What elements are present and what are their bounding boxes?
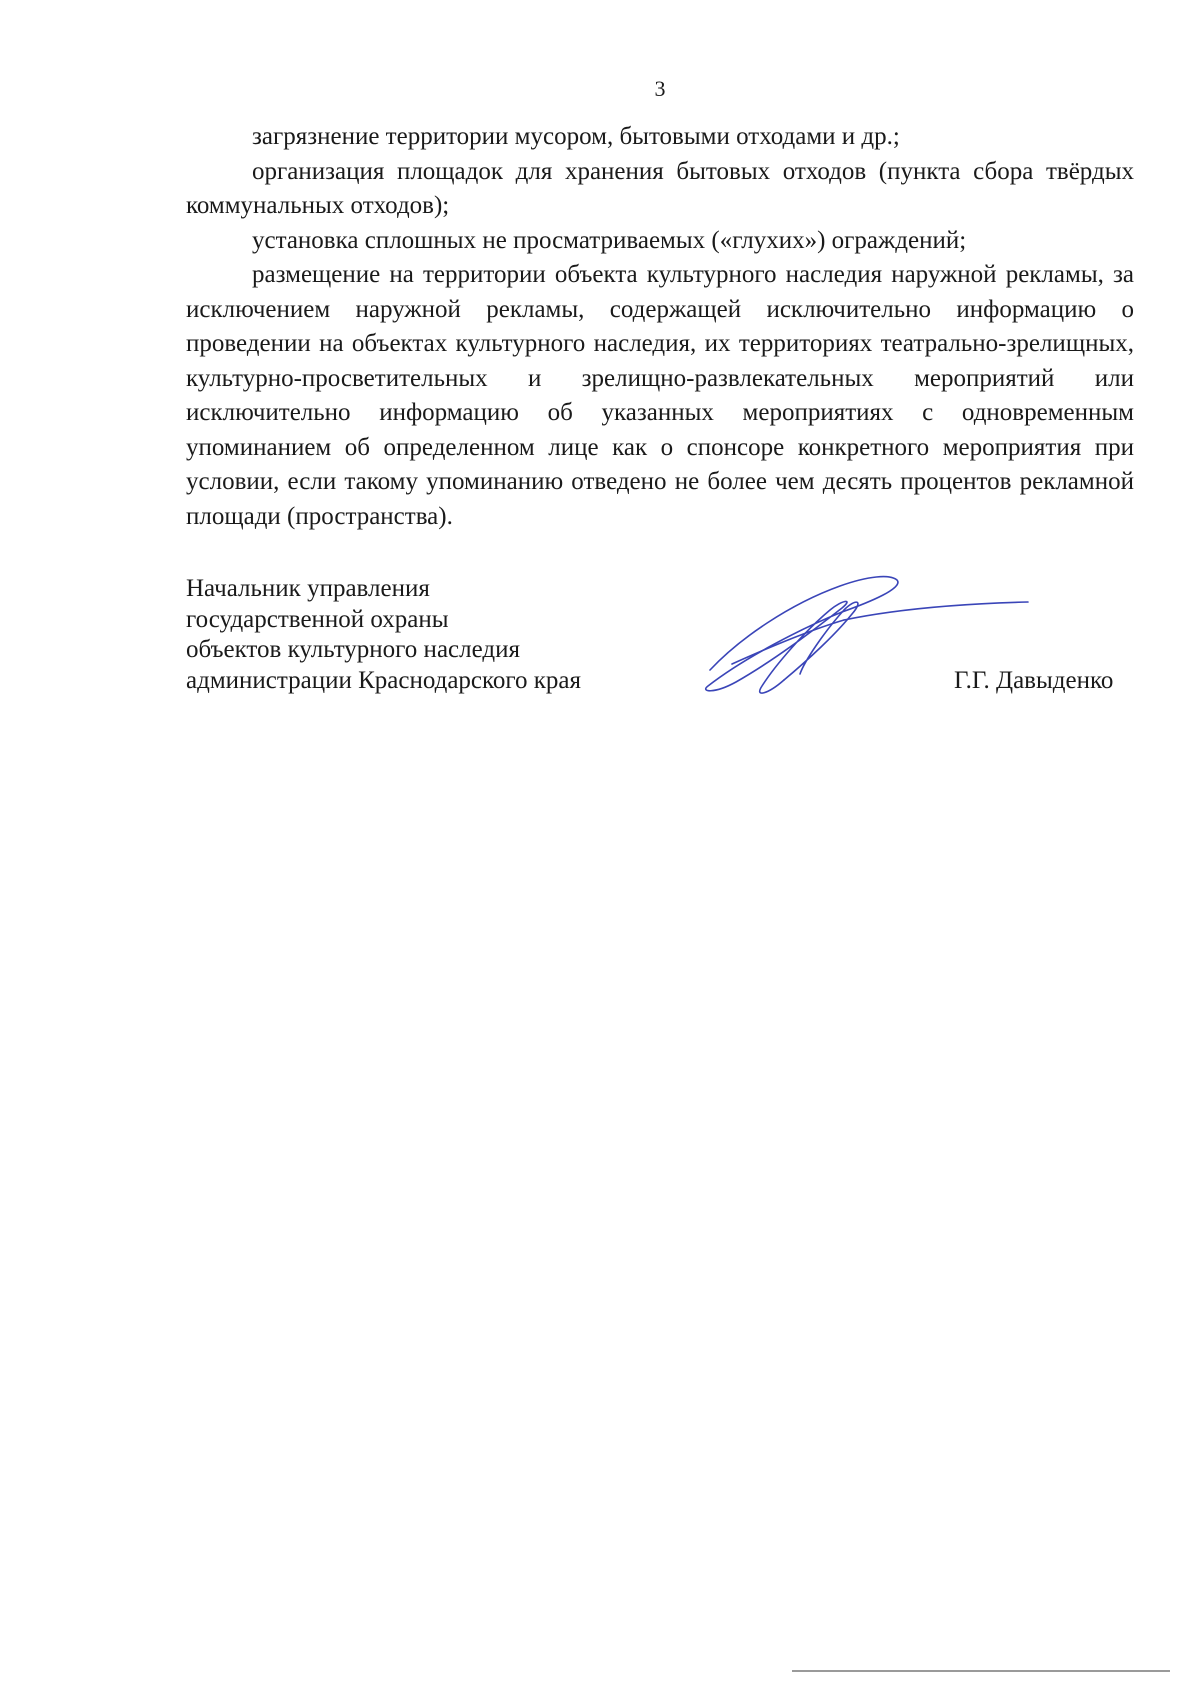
footer-divider: [792, 1670, 1170, 1672]
signer-position-line: администрации Краснодарского края: [186, 666, 582, 694]
signature-stroke: [844, 602, 1028, 620]
signer-position: [186, 574, 581, 696]
signer-position-line: объектов культурного наследия: [186, 636, 520, 663]
signature-stroke: [706, 601, 847, 693]
list-item-waste-sites: организация площадок для хранения бытовых отходов (пункта сбора твёрдых коммунальных отходов);: [186, 157, 1134, 219]
list-item-fences: установка сплошных не просматриваемых («глухих») ограждений;: [252, 226, 967, 254]
signer-position-line: Начальник управления: [186, 575, 430, 602]
signer-name: Г.Г. Давыденко: [954, 667, 1114, 694]
list-item-advertising: размещение на территории объекта культурного наследия наружной рекламы, за исключением наружной рекламы, содержащей исключительно информацию о проведении на объектах культурного наследия, их территориях театрально-зрелищных, культурно-просветительных и зрелищно-развлекательных мероприятий или исключительно информацию об указанных мероприятиях с одновременным упоминанием об определенном лице как о спонсоре конкретного мероприятия при условии, если такому упоминанию отведено не более чем десять процентов рекламной площади (пространства).: [186, 261, 1134, 530]
signature-stroke: [710, 577, 898, 670]
signature-stroke: [784, 602, 858, 680]
list-item-pollution: загрязнение территории мусором, бытовыми отходами и др.;: [252, 123, 900, 150]
signer-position-line: государственной охраны: [186, 605, 449, 633]
document-body: [186, 120, 1134, 534]
page-number: 3: [654, 76, 666, 101]
